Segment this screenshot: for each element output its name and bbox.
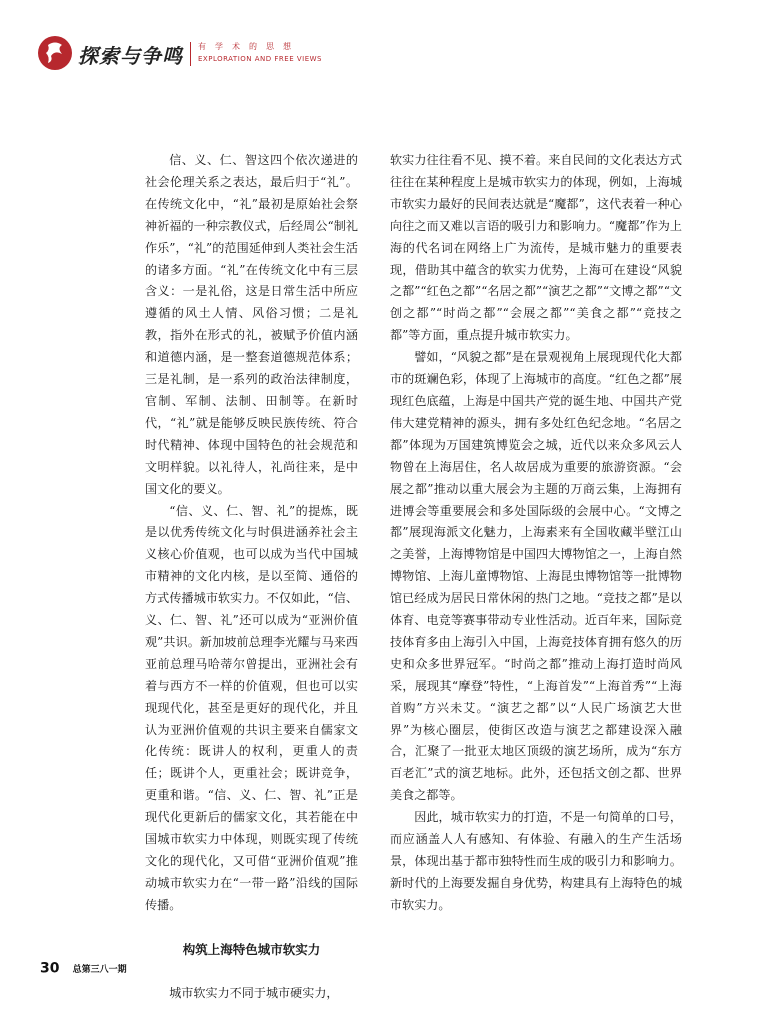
journal-logo-icon [38,36,72,70]
right-column [390,150,682,917]
section-heading: 构筑上海特色城市软实力 [182,941,321,957]
paragraph: “信、义、仁、智、礼”的提炼，既是以优秀传统文化与时俱进涵养社会主义核心价值观，也可以成为当代中国城市精神的文化内核，是以至简、通俗的方式传播城市软实力。不仅如此，“信、义、仁、智、礼”还可以成为“亚洲价值观”共识。新加坡前总理李光耀与马来西亚前总理马哈蒂尔曾提出，亚洲社会有着与西方不一样的价值观，但也可以实现现代化，甚至是更好的现代化，并且认为亚洲价值观的共识主要来自儒家文化传统：既讲人的权利，更重人的责任；既讲个人，更重社会；既讲竞争，更重和谐。“信、义、仁、智、礼”正是现代化更新后的儒家文化，其若能在中国城市软实力中体现，则既实现了传统文化的现代化，又可借“亚洲价值观”推动城市软实力在“一带一路”沿线的国际传播。 [145,503,358,912]
paragraph: 软实力往往看不见、摸不着。来自民间的文化表达方式往往在某种程度上是城市软实力的体现，例如，上海城市软实力最好的民间表达就是“魔都”，这代表着一种心向往之而又难以言语的吸引力和影响力。“魔都”作为上海的代名词在网络上广为流传，是城市魅力的重要表现，借助其中蕴含的软实力优势，上海可在建设“风貌之都”“红色之都”“名居之都”“演艺之都”“文博之都”“文创之都”“时尚之都”“会展之都”“美食之都”“竞技之都”等方面，重点提升城市软实力。 [390,153,682,343]
paragraph: 譬如，“风貌之都”是在景观视角上展现现代化大都市的斑斓色彩，体现了上海城市的高度。“红色之都”展现红色底蕴，上海是中国共产党的诞生地、中国共产党伟大建党精神的源头，拥有多处红色纪念地。“名居之都”体现为万国建筑博览会之城，近代以来众多风云人物曾在上海居住，名人故居成为重要的旅游资源。“会展之都”推动以重大展会为主题的万商云集，上海拥有进博会等重要展会和多处国际级的会展中心。“文博之都”展现海派文化魅力，上海素来有全国收藏半壁江山之美誉，上海博物馆是中国四大博物馆之一，上海自然博物馆、上海儿童博物馆、上海昆虫博物馆等一批博物馆已经成为居民日常休闲的热门之地。“竞技之都”是以体育、电竞等赛事带动专业性活动。近百年来，国际竞技体育多由上海引入中国，上海竞技体育拥有悠久的历史和众多世界冠军。“时尚之都”推动上海打造时尚风采，展现其“摩登”特性，“上海首发”“上海首秀”“上海首购”方兴未艾。“演艺之都”以“人民广场演艺大世界”为核心圈层，使街区改造与演艺之都建设深入融合，汇聚了一批亚太地区顶级的演艺场所，成为“东方百老汇”式的演艺地标。此外，还包括文创之都、世界美食之都等。 [390,350,682,803]
journal-logo-text: 探索与争鸣 [78,44,183,68]
page-header [38,36,598,76]
page-footer [40,958,127,977]
paragraph: 信、义、仁、智这四个依次递进的社会伦理关系之表达，最后归于“礼”。在传统文化中，“礼”最初是原始社会祭神祈福的一种宗教仪式，后经周公“制礼作乐”，“礼”的范围延伸到人类社会生活的诸多方面。“礼”在传统文化中有三层含义：一是礼俗，这是日常生活中所应遵循的风土人情、风俗习惯；二是礼教，指外在形式的礼，被赋予价值内涵和道德内涵，是一整套道德规范体系；三是礼制，是一系列的政治法律制度，官制、军制、法制、田制等。在新时代，“礼”就是能够反映民族传统、符合时代精神、体现中国特色的社会规范和文明样貌。以礼待人，礼尚往来，是中国文化的要义。 [145,153,358,496]
header-divider [190,42,191,66]
left-column [145,150,358,1005]
tagline-cn: 有学术的思想 [198,42,300,51]
issue-label: 总第三八一期 [72,965,127,975]
tagline-en: EXPLORATION AND FREE VIEWS [198,55,322,63]
paragraph: 因此，城市软实力的打造，不是一句简单的口号，而应涵盖人人有感知、有体验、有融入的生产生活场景，体现出基于都市独特性而生成的吸引力和影响力。新时代的上海要发掘自身优势，构建具有上海特色的城市软实力。 [390,810,682,912]
page-number: 30 [40,960,60,977]
paragraph: 城市软实力不同于城市硬实力， [169,985,339,1000]
